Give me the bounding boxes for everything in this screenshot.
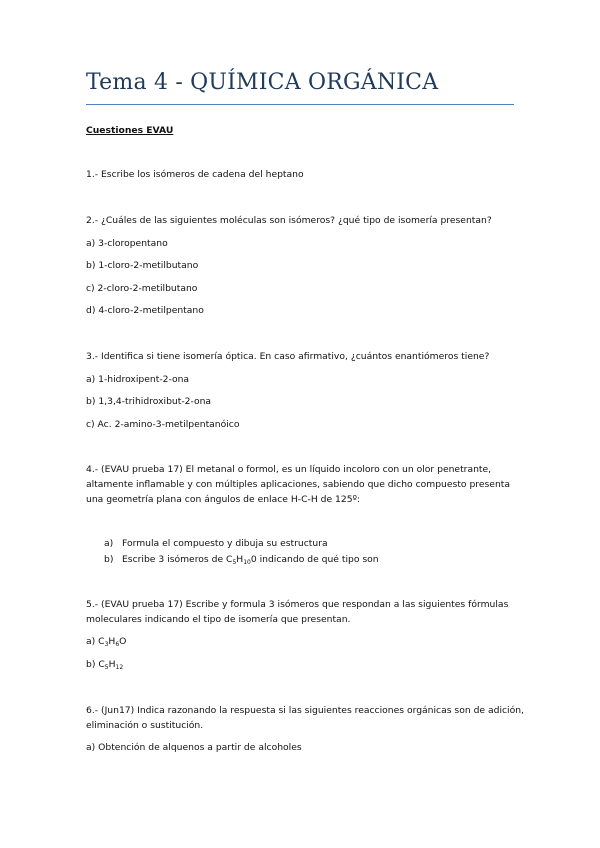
question-2-option-c: c) 2-cloro-2-metilbutano bbox=[86, 283, 198, 294]
page-title: Tema 4 - QUÍMICA ORGÁNICA bbox=[86, 70, 439, 95]
question-2-option-b: b) 1-cloro-2-metilbutano bbox=[86, 260, 199, 271]
question-5-line-1: 5.- (EVAU prueba 17) Escribe y formula 3 isómeros que respondan a las siguientes fórmulas bbox=[86, 599, 509, 610]
question-1: 1.- Escribe los isómeros de cadena del heptano bbox=[86, 169, 304, 180]
question-4-item-b-letter: b) bbox=[104, 554, 114, 565]
question-6-line-1: 6.- (Jun17) Indica razonando la respuesta si las siguientes reacciones orgánicas son de adición, bbox=[86, 705, 524, 716]
question-4-line-1: 4.- (EVAU prueba 17) El metanal o formol, es un líquido incoloro con un olor penetrante, bbox=[86, 464, 492, 475]
question-4-item-a: Formula el compuesto y dibuja su estructura bbox=[122, 538, 328, 549]
question-5-option-a: a) $C_3H_6O$ bbox=[86, 636, 127, 648]
question-6-option-a: a) Obtención de alquenos a partir de alcoholes bbox=[86, 742, 302, 753]
question-4-line-3: una geometría plana con ángulos de enlace H-C-H de 125º: bbox=[86, 494, 361, 505]
question-3: 3.- Identifica si tiene isomería óptica. En caso afirmativo, ¿cuántos enantiómeros tiene? bbox=[86, 351, 490, 362]
question-4-item-b: Escribe 3 isómeros de $C_5H_{10}0$ indicando de qué tipo son bbox=[122, 554, 379, 566]
question-3-option-a: a) 1-hidroxipent-2-ona bbox=[86, 374, 190, 385]
question-3-option-b: b) 1,3,4-trihidroxibut-2-ona bbox=[86, 396, 212, 407]
title-underline bbox=[86, 104, 514, 105]
question-6-line-2: eliminación o sustitución. bbox=[86, 720, 204, 731]
question-5-option-b: b) $C_5H_{12}$ bbox=[86, 659, 124, 671]
question-2-option-a: a) 3-cloropentano bbox=[86, 238, 168, 249]
question-3-option-c: c) Ac. 2-amino-3-metilpentanóico bbox=[86, 419, 240, 430]
question-5-line-2: moleculares indicando el tipo de isomería que presentan. bbox=[86, 614, 351, 625]
question-4-item-a-letter: a) bbox=[104, 538, 114, 549]
question-2: 2.- ¿Cuáles de las siguientes moléculas son isómeros? ¿qué tipo de isomería presentan? bbox=[86, 215, 492, 226]
section-heading: Cuestiones EVAU bbox=[86, 125, 174, 136]
question-2-option-d: d) 4-cloro-2-metilpentano bbox=[86, 305, 204, 316]
question-4-line-2: altamente inflamable y con múltiples aplicaciones, sabiendo que dicho compuesto presenta bbox=[86, 479, 511, 490]
